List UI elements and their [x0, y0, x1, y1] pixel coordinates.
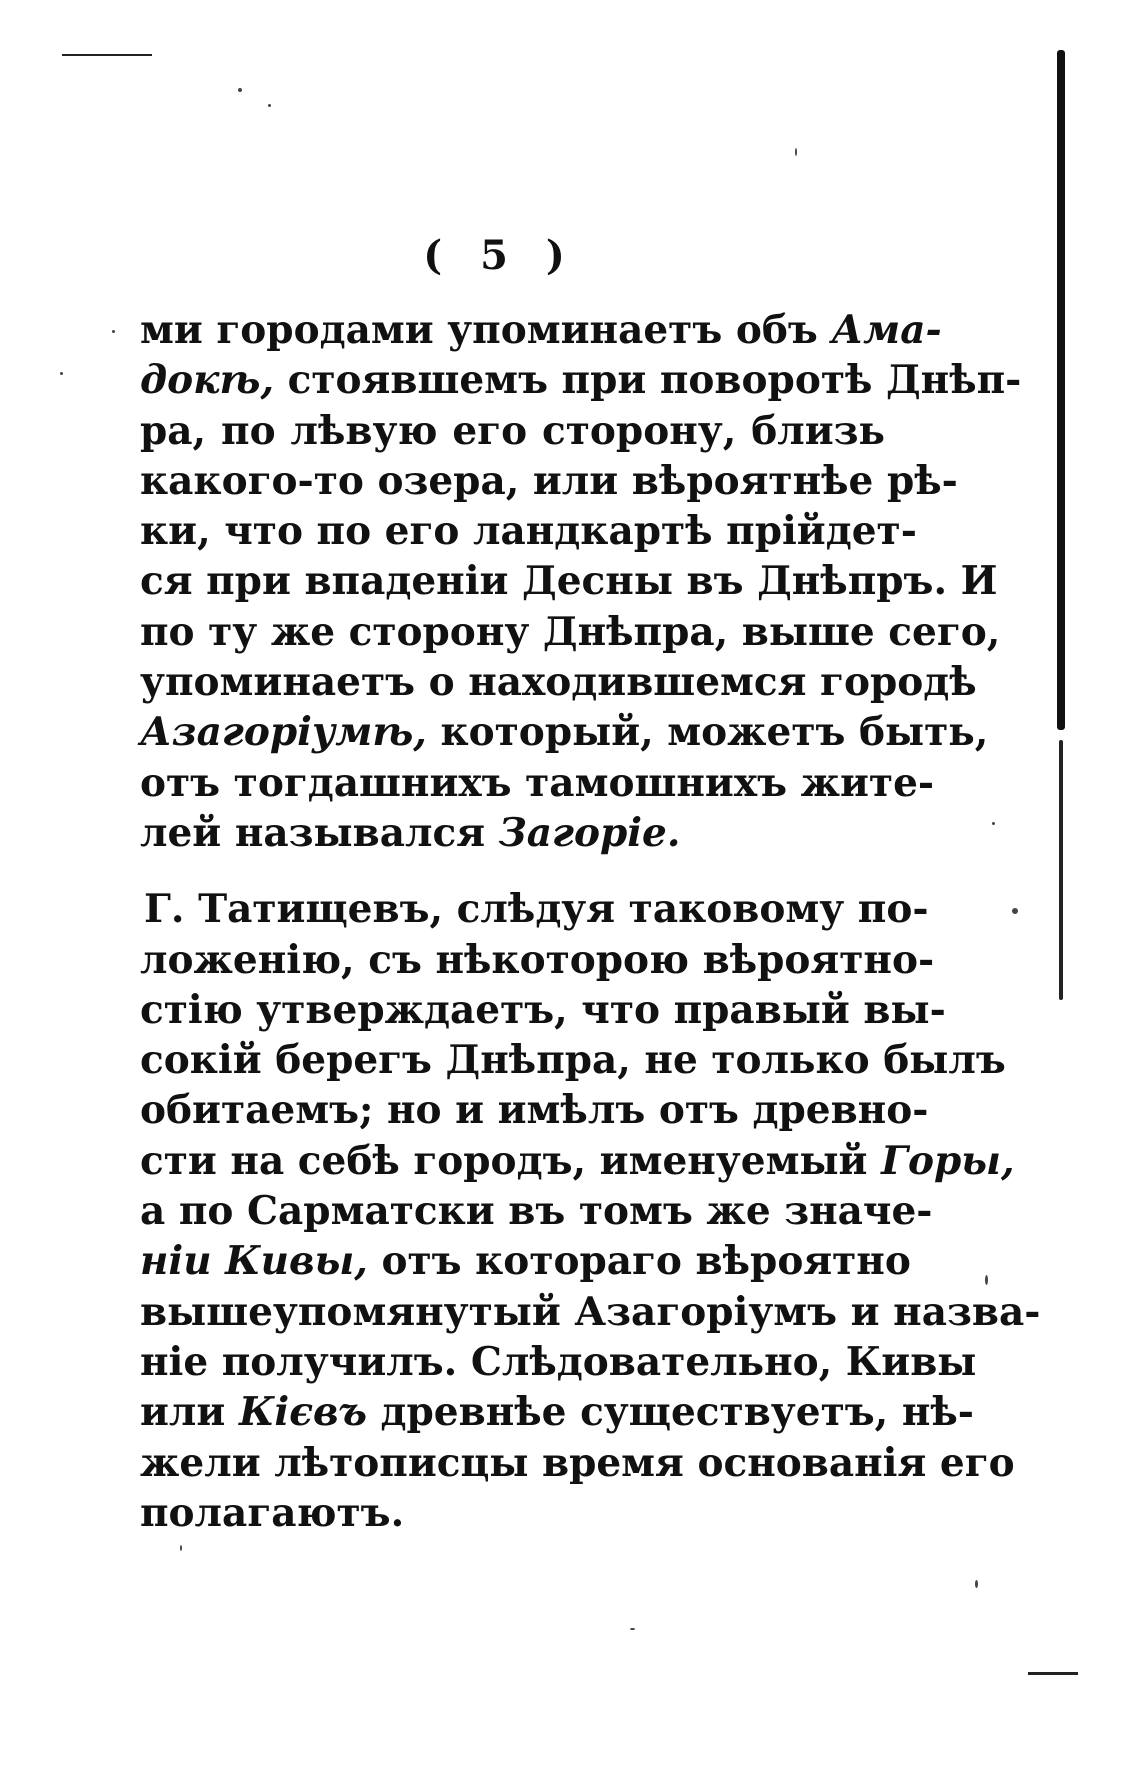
text-line: ра, по лѣвую его сторону, близь	[140, 407, 885, 454]
text-line: или Кієвъ древнѣе существуетъ, нѣ-	[140, 1389, 974, 1436]
text-line: ніе получилъ. Слѣдовательно, Кивы	[140, 1338, 977, 1385]
scan-speck	[992, 822, 995, 825]
text-line: вышеупомянутый Азагоріумъ и назва-	[140, 1288, 1041, 1335]
text-line: ніи Кивы, отъ котораго вѣроятно	[140, 1238, 911, 1285]
text-line: какого-то озера, или вѣроятнѣе рѣ-	[140, 457, 958, 504]
scan-speck	[975, 1580, 978, 1588]
text-line: полагаютъ.	[140, 1489, 405, 1536]
scan-speck	[180, 1545, 182, 1551]
text-line: лей назывался Загоріе.	[140, 809, 681, 856]
page-number: ( 5 )	[423, 232, 577, 279]
text-line: обитаемъ; но и имѣлъ отъ древно-	[140, 1087, 929, 1134]
scan-speck	[112, 330, 115, 333]
text-line: ки, что по его ландкартѣ прійдет-	[140, 508, 917, 555]
text-line: ся при впаденіи Десны въ Днѣпръ. И	[140, 558, 998, 605]
scan-speck	[795, 148, 797, 156]
scan-speck	[985, 1275, 988, 1285]
page-edge-shadow	[1057, 50, 1065, 730]
scan-speck	[268, 104, 271, 107]
scan-speck	[1012, 908, 1018, 914]
text-line: стію утверждаетъ, что правый вы-	[140, 986, 946, 1033]
scan-speck	[60, 372, 63, 375]
text-line: Азагоріумѣ, который, можетъ быть,	[140, 709, 989, 756]
text-line: ложенію, съ нѣкоторою вѣроятно-	[140, 936, 935, 983]
text-line: сти на себѣ городъ, именуемый Горы,	[140, 1137, 1015, 1184]
text-line: Г. Татищевъ, слѣдуя таковому по-	[144, 886, 929, 933]
text-line: по ту же сторону Днѣпра, выше сего,	[140, 608, 1001, 655]
text-line: сокій берегъ Днѣпра, не только былъ	[140, 1037, 1006, 1084]
scan-speck	[238, 88, 242, 92]
scan-mark-top-left	[62, 54, 152, 56]
text-line: жели лѣтописцы время основанія его	[140, 1439, 1015, 1486]
text-line: отъ тогдашнихъ тамошнихъ жите-	[140, 759, 935, 806]
scan-mark-bottom-right	[1028, 1672, 1078, 1675]
page-edge-shadow-lower	[1059, 740, 1063, 1000]
text-line: ми городами упоминаетъ объ Ама-	[140, 307, 942, 353]
body-text	[140, 305, 1041, 1538]
text-line: докѣ, стоявшемъ при поворотѣ Днѣп-	[140, 357, 1022, 404]
text-line: а по Сарматски въ томъ же значе-	[140, 1188, 933, 1235]
scan-speck	[630, 1628, 635, 1630]
text-line: упоминаетъ о находившемся городѣ	[140, 659, 977, 706]
